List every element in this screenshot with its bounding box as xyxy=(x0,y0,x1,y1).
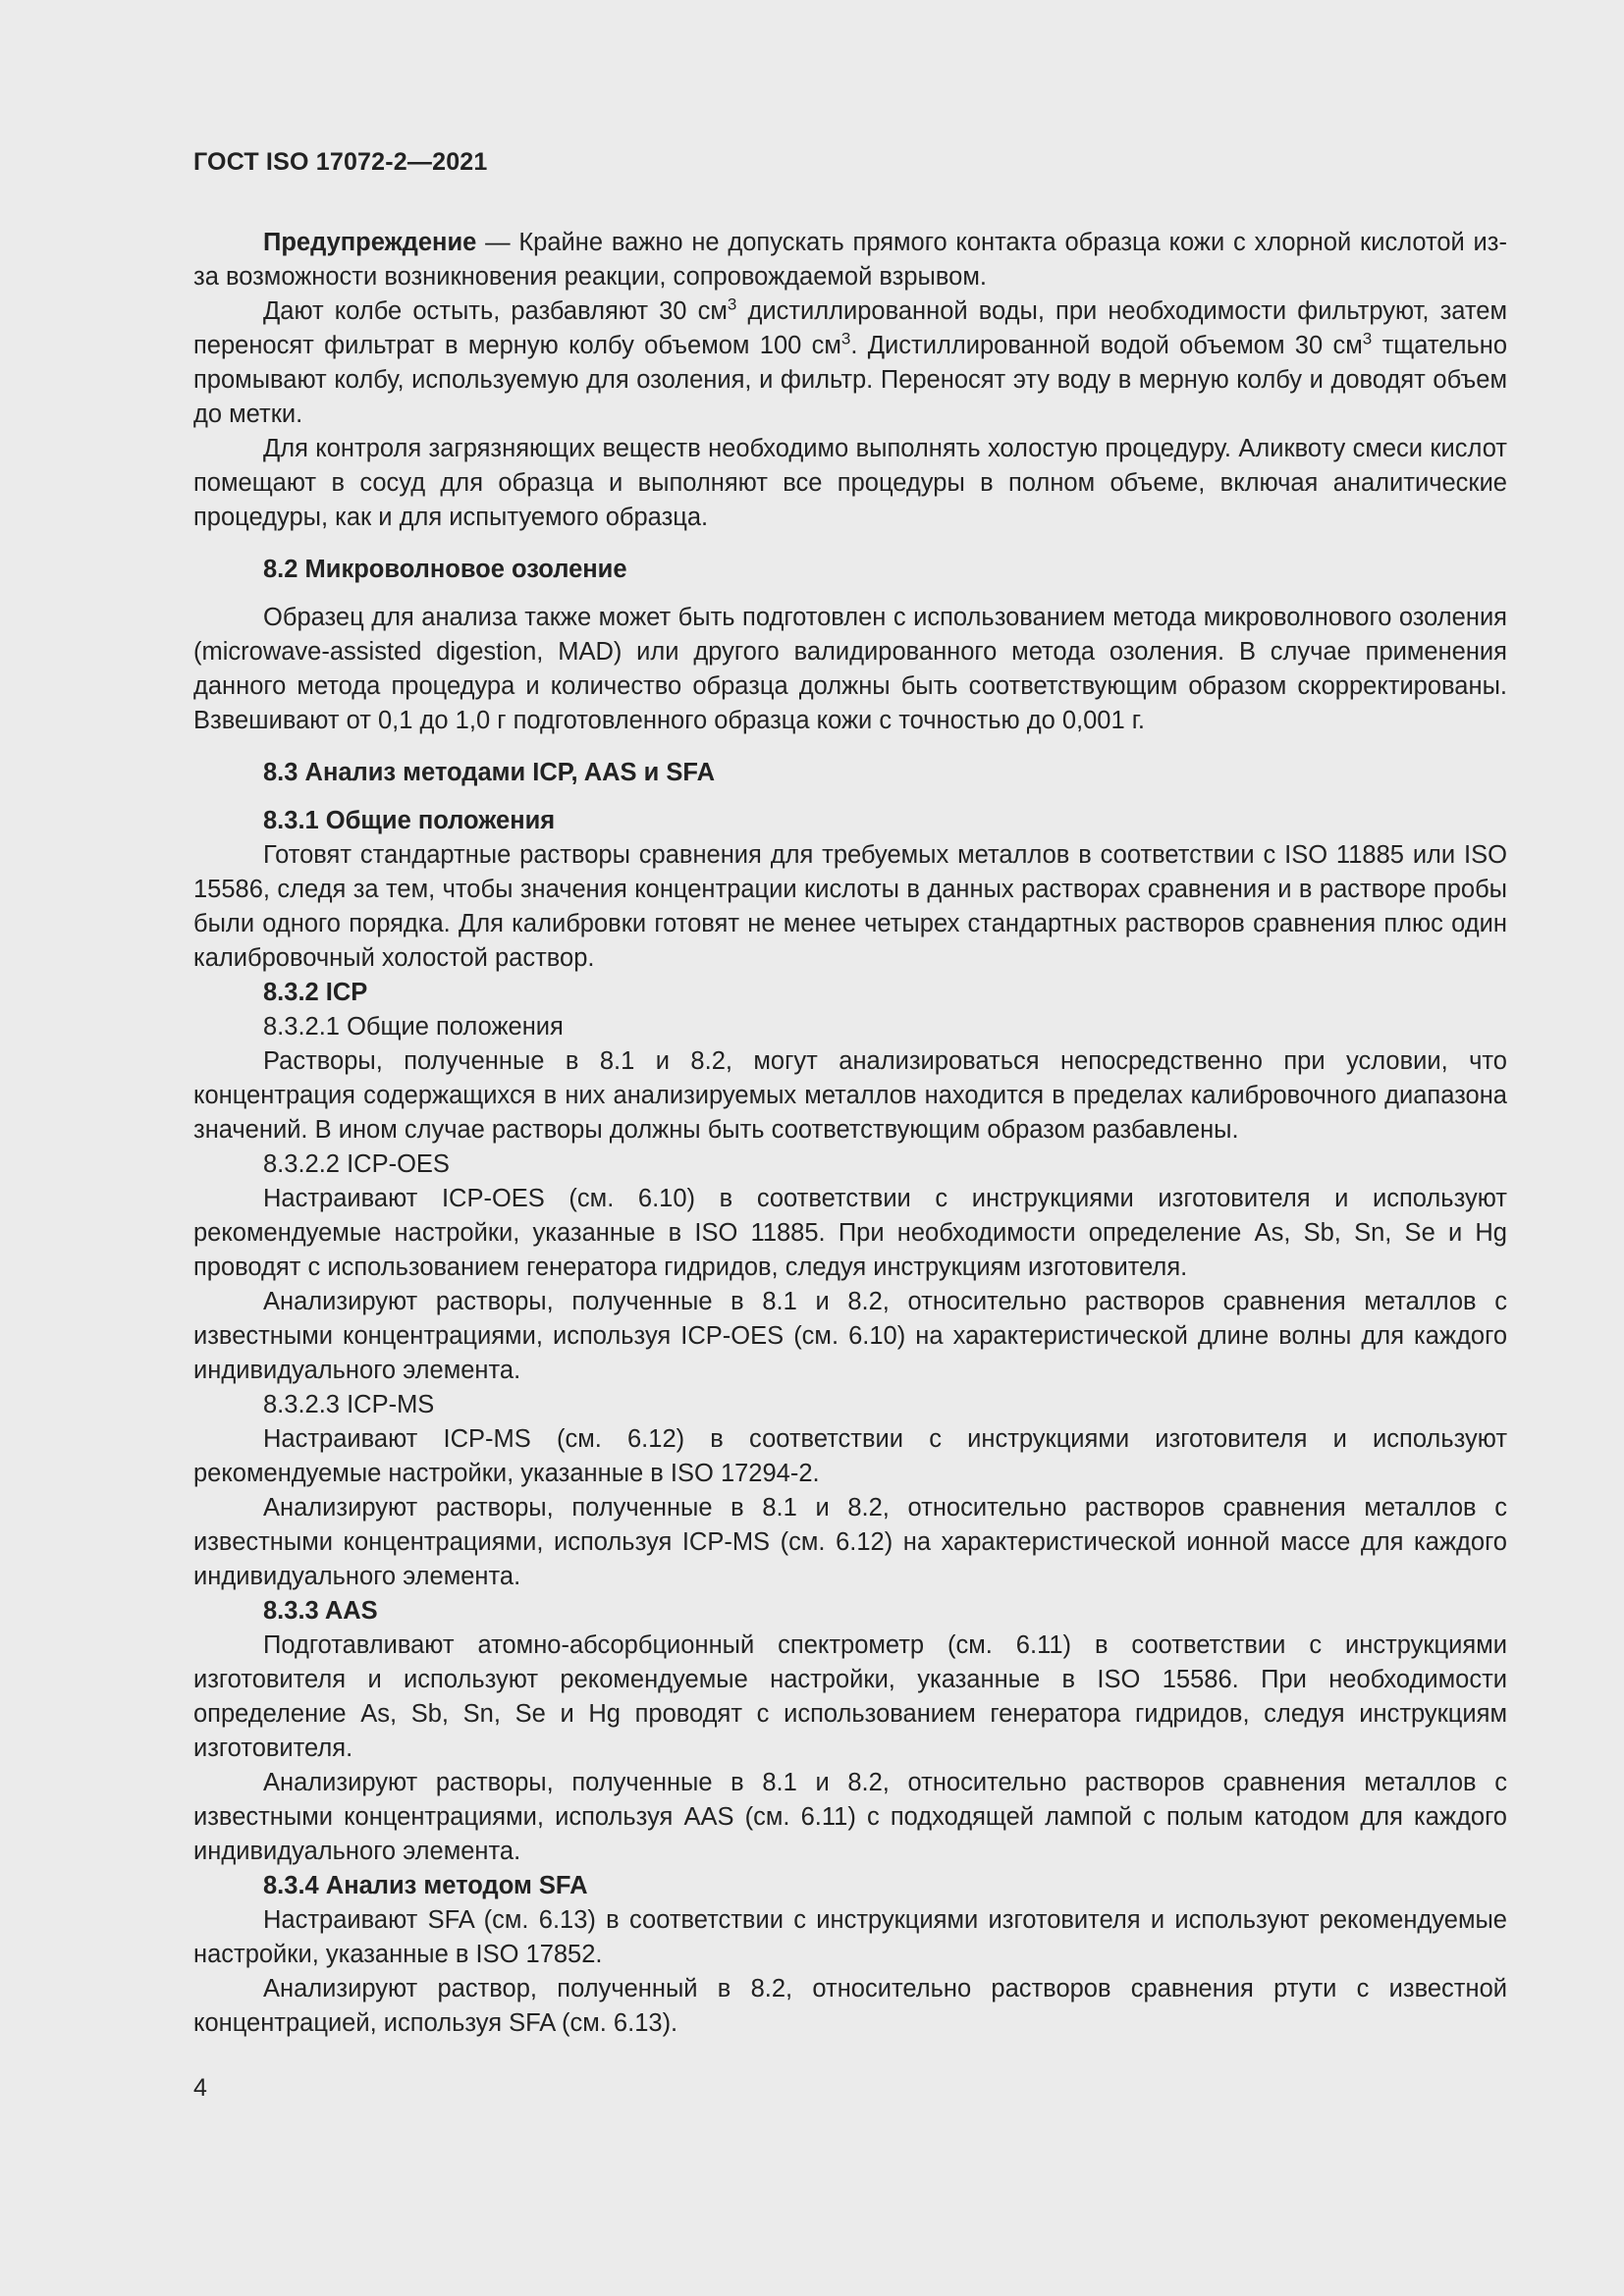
section-8-2-text: Образец для анализа также может быть подготовлен с использованием метода микроволнового озоления (microwave-assisted digestion, MAD) или другого валидированного метода озоления. В случае применения данного метода процедура и количество образца должны быть соответствующим образом скорректированы. Взвешивают от 0,1 до 1,0 г подготовленного образца кожи с точностью до 0,001 г. xyxy=(193,604,1507,734)
section-8-3-1-text: Готовят стандартные растворы сравнения для требуемых металлов в соответствии с ISO 11885 или ISO 15586, следя за тем, чтобы значения концентрации кислоты в данных растворах сравнения и в растворе пробы были одного порядка. Для калибровки готовят не менее четырех стандартных растворов сравнения плюс один калибровочный холостой раствор. xyxy=(193,841,1507,972)
section-8-3-3-text-2: Анализируют растворы, полученные в 8.1 и 8.2, относительно растворов сравнения металлов с известными концентрациями, используя AAS (см. 6.11) с подходящей лампой с полым катодом для каждого индивидуального элемента. xyxy=(193,1769,1507,1865)
section-8-3-2-3-heading: 8.3.2.3 ICP-MS xyxy=(263,1391,435,1418)
cooling-text-1: Дают колбе остыть, разбавляют 30 см xyxy=(263,297,728,325)
cooling-text-3: . Дистиллированной водой объемом 30 см xyxy=(850,332,1363,359)
section-8-3-2-1-text: Растворы, полученные в 8.1 и 8.2, могут анализироваться непосредственно при условии, что концентрация содержащихся в них анализируемых металлов находится в пределах калибровочного диапазона значений. В ином случае растворы должны быть соответствующим образом разбавлены. xyxy=(193,1047,1507,1144)
section-8-3-4-heading: 8.3.4 Анализ методом SFA xyxy=(263,1872,588,1899)
warning-label: Предупреждение xyxy=(263,229,477,256)
section-8-3-2-heading: 8.3.2 ICP xyxy=(263,979,368,1006)
section-8-3-2-1-heading: 8.3.2.1 Общие положения xyxy=(263,1013,564,1041)
section-8-3-2-2-text-2: Анализируют растворы, полученные в 8.1 и 8.2, относительно растворов сравнения металлов с известными концентрациями, используя ICP-OES (см. 6.10) на характеристической длине волны для каждого индивидуального элемента. xyxy=(193,1288,1507,1384)
warning-paragraph xyxy=(193,226,1507,294)
blank-procedure-paragraph: Для контроля загрязняющих веществ необходимо выполнять холостую процедуру. Аликвоту смеси кислот помещают в сосуд для образца и выполняют все процедуры в полном объеме, включая аналитические процедуры, как и для испытуемого образца. xyxy=(193,435,1507,531)
superscript: 3 xyxy=(1362,329,1373,348)
cooling-text-4: тщательно промывают колбу, используемую для озоления, и фильтр. Переносят эту воду в мерную колбу и доводят объем до метки. xyxy=(193,332,1508,428)
section-8-3-heading: 8.3 Анализ методами ICP, AAS и SFA xyxy=(263,759,715,786)
cooling-text-2: дистиллированной воды, при необходимости фильтруют, затем переносят фильтрат в мерную колбу объемом 100 см xyxy=(193,297,1508,359)
section-8-3-2-3-text-1: Настраивают ICP-MS (см. 6.12) в соответствии с инструкциями изготовителя и используют рекомендуемые настройки, указанные в ISO 17294-2. xyxy=(193,1425,1507,1487)
superscript: 3 xyxy=(840,329,851,348)
document-header: ГОСТ ISO 17072-2—2021 xyxy=(193,148,488,176)
section-8-3-3-heading: 8.3.3 AAS xyxy=(263,1597,378,1625)
section-8-2-heading: 8.2 Микроволновое озоление xyxy=(263,556,627,583)
document-body xyxy=(193,226,1507,2041)
section-8-3-4-text-1: Настраивают SFA (см. 6.13) в соответствии с инструкциями изготовителя и используют рекомендуемые настройки, указанные в ISO 17852. xyxy=(193,1906,1507,1968)
section-8-3-2-2-heading: 8.3.2.2 ICP-OES xyxy=(263,1150,450,1178)
superscript: 3 xyxy=(727,294,737,314)
page-number: 4 xyxy=(193,2074,207,2102)
section-8-3-2-2-text-1: Настраивают ICP-OES (см. 6.10) в соответствии с инструкциями изготовителя и используют рекомендуемые настройки, указанные в ISO 11885. При необходимости определение As, Sb, Sn, Se и Hg проводят с использованием генератора гидридов, следуя инструкциям изготовителя. xyxy=(193,1185,1507,1281)
section-8-3-4-text-2: Анализируют раствор, полученный в 8.2, относительно растворов сравнения ртути с известной концентрацией, используя SFA (см. 6.13). xyxy=(193,1975,1507,2037)
section-8-3-2-3-text-2: Анализируют растворы, полученные в 8.1 и 8.2, относительно растворов сравнения металлов с известными концентрациями, используя ICP-MS (см. 6.12) на характеристической ионной массе для каждого индивидуального элемента. xyxy=(193,1494,1507,1590)
section-8-3-3-text-1: Подготавливают атомно-абсорбционный спектрометр (см. 6.11) в соответствии с инструкциями изготовителя и используют рекомендуемые настройки, указанные в ISO 15586. При необходимости определение As, Sb, Sn, Se и Hg проводят с использованием генератора гидридов, следуя инструкциям изготовителя. xyxy=(193,1631,1507,1762)
cooling-paragraph xyxy=(193,294,1507,432)
warning-text: — Крайне важно не допускать прямого контакта образца кожи с хлорной кислотой из-за возможности возникновения реакции, сопровождаемой взрывом. xyxy=(193,229,1507,291)
section-8-3-1-heading: 8.3.1 Общие положения xyxy=(263,807,556,834)
